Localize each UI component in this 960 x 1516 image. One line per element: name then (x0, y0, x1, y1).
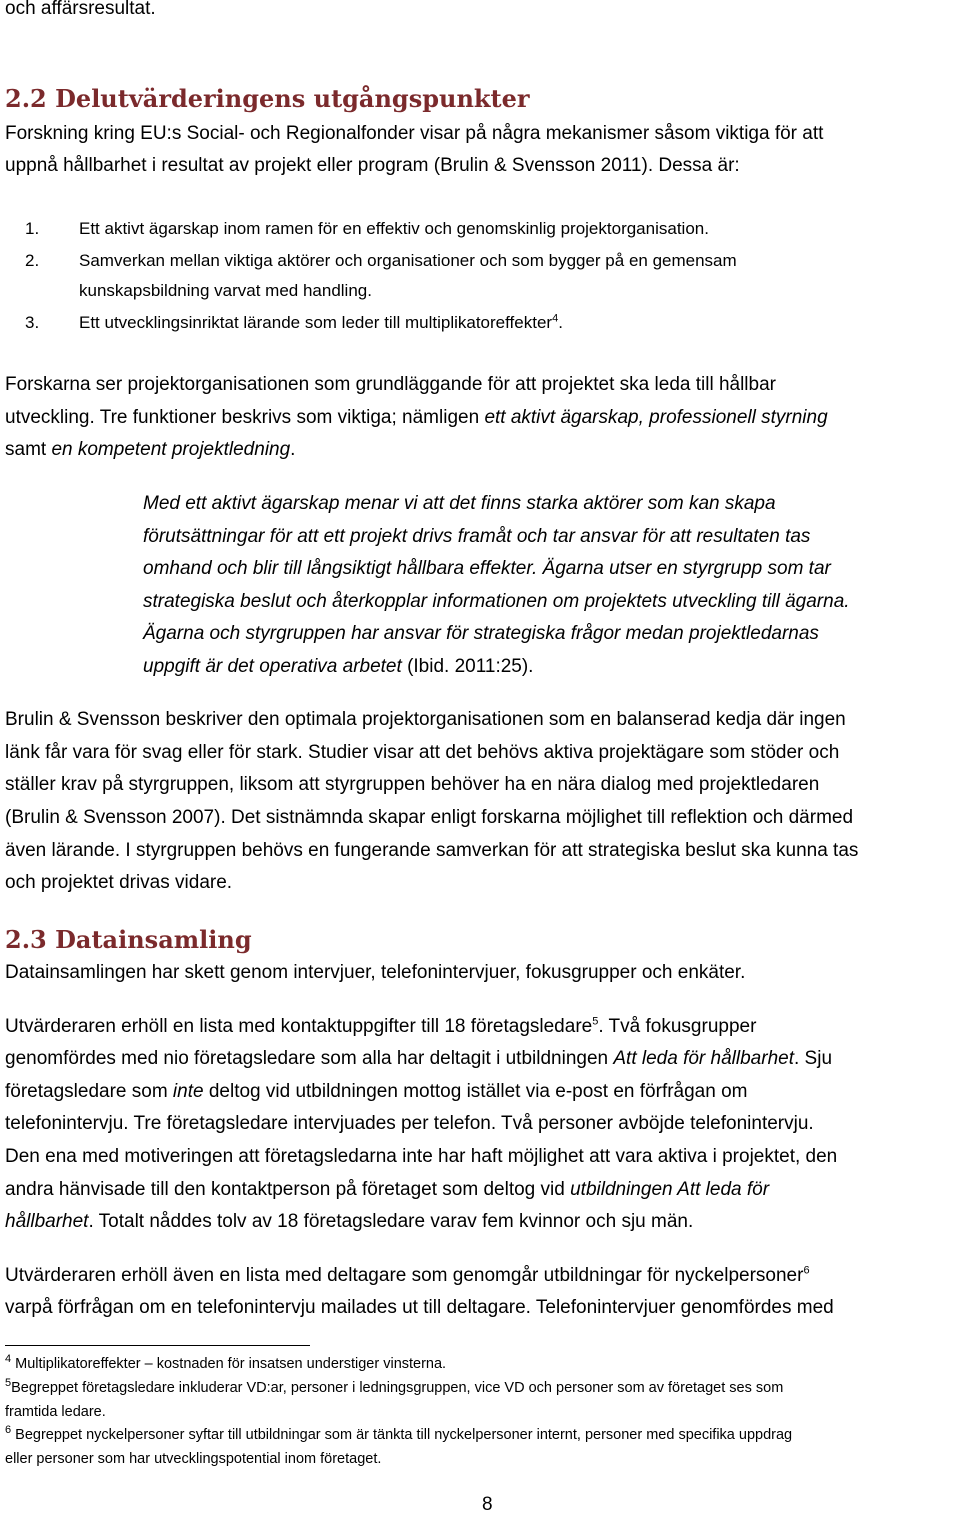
intro-line-2: uppnå hållbarhet i resultat av projekt eller program (Brulin & Svensson 2011). Dessa är: (5, 155, 740, 176)
list-item: Ett utvecklingsinriktat lärande som leder till multiplikatoreffekter$^4$. (79, 312, 563, 332)
section-heading-2-2: 2.2 Delutvärderingens utgångspunkter (5, 84, 530, 113)
footnote: $^4$ Multiplikatoreffekter – kostnaden för insatsen understiger vinsterna. (5, 1353, 447, 1372)
intro-line-1: Forskning kring EU:s Social- och Regionalfonder visar på några mekanismer såsom viktiga för att (5, 123, 824, 144)
footnote-continuation: framtida ledare. (5, 1404, 106, 1420)
paragraph-line: utveckling. Tre funktioner beskrivs som viktiga; nämligen ett aktivt ägarskap, professionell styrning (5, 407, 828, 428)
list-number: 1. (25, 219, 40, 238)
footnote-separator (5, 1345, 310, 1346)
paragraph-line: och projektet drivas vidare. (5, 872, 233, 893)
paragraph-line: länk får vara för svag eller för stark. Studier visar att det behövs aktiva projektägare som stöder och (5, 742, 840, 763)
list-number: 2. (25, 251, 40, 270)
paragraph-line: även lärande. I styrgruppen behövs en fungerande samverkan för att strategiska beslut ska kunna tas (5, 840, 859, 861)
page-number: 8 (482, 1494, 493, 1515)
paragraph-line: telefonintervju. Tre företagsledare intervjuades per telefon. Två personer avböjde telefonintervju. (5, 1113, 814, 1134)
paragraph-line: genomfördes med nio företagsledare som alla har deltagit i utbildningen Att leda för hållbarhet. Sju (5, 1048, 833, 1069)
quote-line: förutsättningar för att ett projekt drivs framåt och tar ansvar för att resultaten tas (143, 526, 811, 547)
quote-line: uppgift är det operativa arbetet (Ibid. 2011:25). (143, 656, 534, 677)
footnote-ref[interactable]: 4 (552, 312, 559, 325)
paragraph-line: (Brulin & Svensson 2007). Det sistnämnda skapar enligt forskarna möjlighet till reflektion och därmed (5, 807, 854, 828)
paragraph-line: ställer krav på styrgruppen, liksom att styrgruppen behöver ha en nära dialog med projektledaren (5, 774, 820, 795)
list-item-continuation: kunskapsbildning varvat med handling. (79, 281, 372, 300)
paragraph-line: hållbarhet. Totalt nåddes tolv av 18 företagsledare varav fem kvinnor och sju män. (5, 1211, 694, 1232)
paragraph-line: andra hänvisade till den kontaktperson på företaget som deltog vid utbildningen Att leda för (5, 1179, 770, 1200)
paragraph-line: varpå förfrågan om en telefonintervju mailades ut till deltagare. Telefonintervjuer genomfördes med (5, 1297, 834, 1318)
quote-line: strategiska beslut och återkopplar informationen om projektets utveckling till ägarna. (143, 591, 850, 612)
quote-line: Med ett aktivt ägarskap menar vi att det finns starka aktörer som kan skapa (143, 493, 776, 514)
paragraph-line: Datainsamlingen har skett genom intervjuer, telefonintervjuer, fokusgrupper och enkäter. (5, 962, 746, 983)
quote-line: Ägarna och styrgruppen har ansvar för strategiska frågor medan projektledarnas (143, 623, 819, 644)
footnote: $^6$ Begreppet nyckelpersoner syftar till utbildningar som är tänkta till nyckelpersoner internt, personer med specifika uppdrag (5, 1424, 793, 1443)
footnote-continuation: eller personer som har utvecklingspotential inom företaget. (5, 1451, 382, 1467)
list-number: 3. (25, 313, 40, 332)
citation: (Ibid. 2011:25). (407, 656, 534, 677)
paragraph-line: Brulin & Svensson beskriver den optimala projektorganisationen som en balanserad kedja där ingen (5, 709, 846, 730)
list-item: Samverkan mellan viktiga aktörer och organisationer och som bygger på en gemensam (79, 251, 737, 270)
footnote-ref[interactable]: 5 (592, 1015, 599, 1028)
footnote-ref[interactable]: 6 (803, 1264, 810, 1277)
paragraph-line: Den ena med motiveringen att företagsledarna inte har haft möjlighet att vara aktiva i projektet, den (5, 1146, 838, 1167)
paragraph-line: samt en kompetent projektledning. (5, 439, 296, 460)
paragraph-tail: och affärsresultat. (5, 0, 156, 19)
paragraph-line: företagsledare som inte deltog vid utbildningen mottog istället via e-post en förfrågan om (5, 1081, 748, 1102)
quote-line: omhand och blir till långsiktigt hållbara effekter. Ägarna utser en styrgrupp som tar (143, 558, 831, 579)
footnote: $^5$Begreppet företagsledare inkluderar VD:ar, personer i ledningsgruppen, vice VD och personer som av företaget ses som (5, 1377, 784, 1396)
paragraph-line: Utvärderaren erhöll även en lista med deltagare som genomgår utbildningar för nyckelpersoner$^6$ (5, 1264, 810, 1286)
section-heading-2-3: 2.3 Datainsamling (5, 925, 252, 954)
list-item: Ett aktivt ägarskap inom ramen för en effektiv och genomskinlig projektorganisation. (79, 219, 709, 238)
paragraph-line: Forskarna ser projektorganisationen som grundläggande för att projektet ska leda till hållbar (5, 374, 776, 395)
paragraph-line: Utvärderaren erhöll en lista med kontaktuppgifter till 18 företagsledare$^5$. Två fokusgrupper (5, 1015, 757, 1037)
